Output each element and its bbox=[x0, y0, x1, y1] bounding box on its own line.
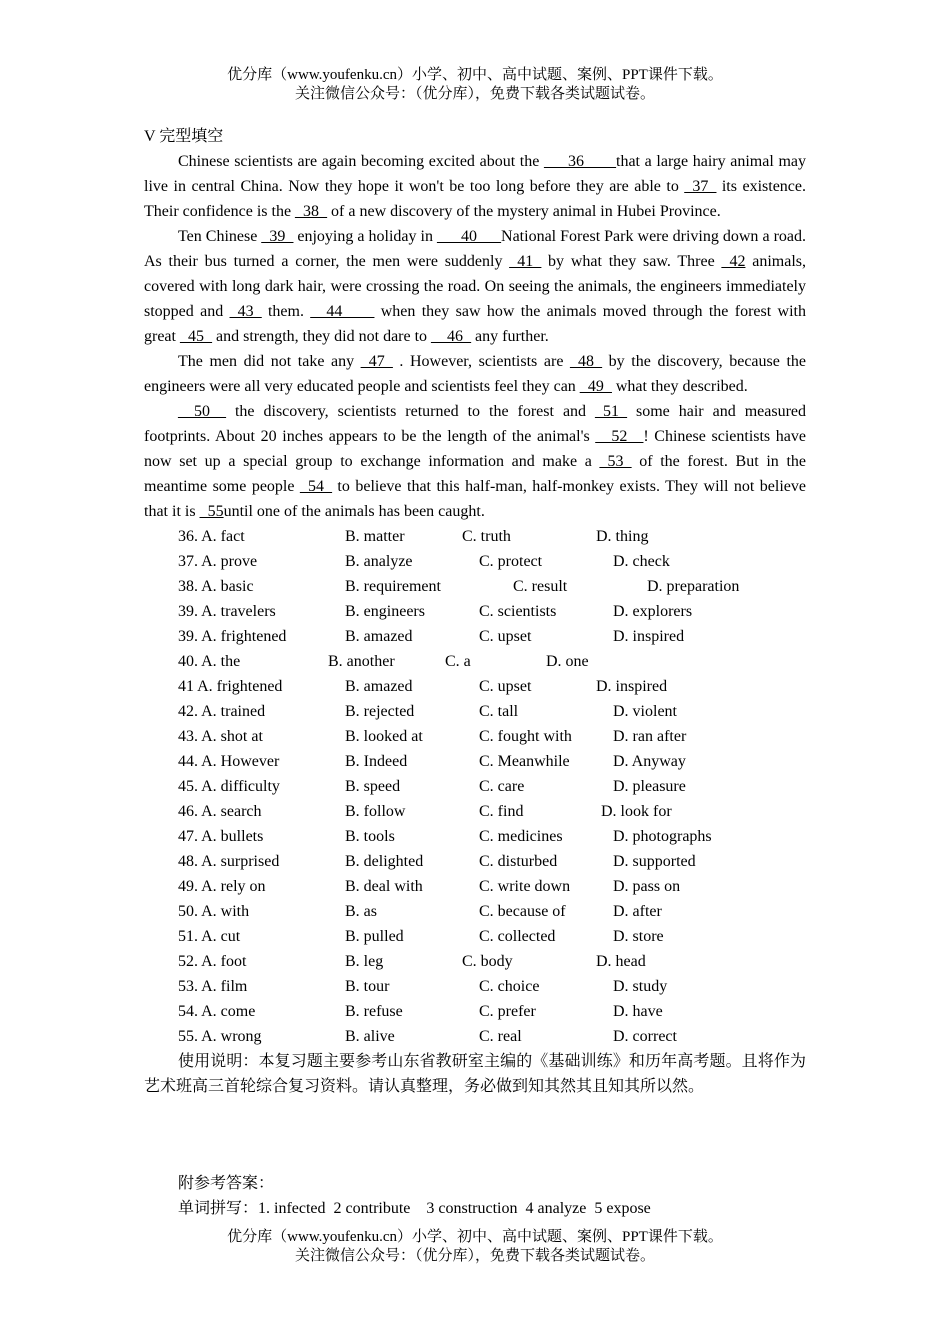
option-d: D. pass on bbox=[613, 878, 681, 895]
option-a: 55. A. wrong bbox=[178, 1028, 262, 1045]
passage-paragraph-2 bbox=[144, 224, 806, 349]
option-c: C. medicines bbox=[479, 828, 563, 845]
option-d: D. photographs bbox=[613, 828, 712, 845]
option-a: 39. A. travelers bbox=[178, 603, 276, 620]
option-a: 45. A. difficulty bbox=[178, 778, 280, 795]
option-d: D. have bbox=[613, 1003, 663, 1020]
page-header bbox=[0, 66, 950, 104]
option-c: C. because of bbox=[479, 903, 566, 920]
option-d: D. head bbox=[596, 953, 646, 970]
option-b: B. analyze bbox=[345, 553, 413, 570]
option-c: C. scientists bbox=[479, 603, 557, 620]
passage-text: what they described. bbox=[611, 378, 748, 395]
option-a: 47. A. bullets bbox=[178, 828, 264, 845]
option-d: D. supported bbox=[613, 853, 696, 870]
cloze-blank: _55 bbox=[199, 503, 224, 520]
passage-text: ! Chinese scientists have now set up a special group to exchange information and make a bbox=[144, 428, 806, 470]
option-a: 53. A. film bbox=[178, 978, 248, 995]
option-d: D. thing bbox=[596, 528, 649, 545]
option-a: 46. A. search bbox=[178, 803, 262, 820]
option-a: 41 A. frightened bbox=[178, 678, 283, 695]
option-row bbox=[144, 599, 806, 624]
option-a: 43. A. shot at bbox=[178, 728, 263, 745]
passage-text: . However, scientists are bbox=[392, 353, 571, 370]
option-b: B. delighted bbox=[345, 853, 424, 870]
option-b: B. amazed bbox=[345, 628, 413, 645]
option-b: B. leg bbox=[345, 953, 384, 970]
option-a: 44. A. However bbox=[178, 753, 280, 770]
option-a: 51. A. cut bbox=[178, 928, 241, 945]
option-a: 40. A. the bbox=[178, 653, 241, 670]
footer-line-2: 关注微信公众号：（优分库），免费下载各类试题试卷。 bbox=[294, 1248, 655, 1264]
option-d: D. violent bbox=[613, 703, 677, 720]
option-b: B. engineers bbox=[345, 603, 425, 620]
answers-title: 附参考答案： bbox=[178, 1175, 275, 1192]
cloze-blank: __46_ bbox=[431, 328, 472, 345]
section-title: V 完型填空 bbox=[144, 128, 224, 145]
option-c: C. upset bbox=[479, 628, 532, 645]
option-row bbox=[144, 849, 806, 874]
cloze-blank: _49_ bbox=[579, 378, 612, 395]
cloze-blank: _37_ bbox=[684, 178, 717, 195]
option-row bbox=[144, 674, 806, 699]
passage-text: The men did not take any bbox=[178, 353, 361, 370]
option-a: 52. A. foot bbox=[178, 953, 247, 970]
option-c: C. a bbox=[445, 653, 471, 670]
option-d: D. inspired bbox=[613, 628, 685, 645]
option-c: C. upset bbox=[479, 678, 532, 695]
passage-text: by the discovery, because the engineers were all very educated people and scientists feel they can bbox=[144, 353, 807, 395]
cloze-blank: _53_ bbox=[599, 453, 632, 470]
option-c: C. disturbed bbox=[479, 853, 558, 870]
option-a: 54. A. come bbox=[178, 1003, 256, 1020]
option-b: B. matter bbox=[345, 528, 405, 545]
option-a: 38. A. basic bbox=[178, 578, 254, 595]
cloze-blank: _45_ bbox=[179, 328, 212, 345]
option-c: C. fought with bbox=[479, 728, 572, 745]
passage-text: its existence. Their confidence is the bbox=[144, 178, 807, 220]
cloze-blank: _42 bbox=[721, 253, 746, 270]
option-row bbox=[144, 949, 806, 974]
cloze-blank: _41_ bbox=[509, 253, 542, 270]
cloze-blank: _51_ bbox=[595, 403, 628, 420]
option-c: C. result bbox=[513, 578, 568, 595]
option-d: D. one bbox=[546, 653, 589, 670]
passage-text: animals, covered with long dark hair, were crossing the road. On seeing the animals, the engineers immediately stopped and bbox=[144, 253, 806, 320]
cloze-blank: __44____ bbox=[310, 303, 375, 320]
option-d: D. preparation bbox=[647, 578, 740, 595]
option-c: C. care bbox=[479, 778, 525, 795]
header-line-2: 关注微信公众号：（优分库），免费下载各类试题试卷。 bbox=[294, 86, 655, 102]
option-row bbox=[144, 974, 806, 999]
passage-paragraph-1 bbox=[144, 149, 806, 224]
option-d: D. explorers bbox=[613, 603, 693, 620]
option-row bbox=[144, 649, 806, 674]
option-b: B. pulled bbox=[345, 928, 404, 945]
option-row bbox=[144, 524, 806, 549]
option-d: D. inspired bbox=[596, 678, 668, 695]
option-b: B. follow bbox=[345, 803, 406, 820]
option-b: B. deal with bbox=[345, 878, 423, 895]
option-row bbox=[144, 774, 806, 799]
usage-note: 使用说明：本复习题主要参考山东省教研室主编的《基础训练》和历年高考题。且将作为艺术班高三首轮综合复习资料。请认真整理，务必做到知其然其且知其所以然。 bbox=[144, 1053, 806, 1095]
option-c: C. real bbox=[479, 1028, 522, 1045]
option-d: D. store bbox=[613, 928, 664, 945]
option-c: C. body bbox=[462, 953, 513, 970]
passage-text: any further. bbox=[471, 328, 549, 345]
option-a: 36. A. fact bbox=[178, 528, 245, 545]
option-row bbox=[144, 749, 806, 774]
cloze-blank: _47_ bbox=[360, 353, 393, 370]
page-footer bbox=[0, 1228, 950, 1266]
option-d: D. ran after bbox=[613, 728, 687, 745]
option-a: 49. A. rely on bbox=[178, 878, 266, 895]
cloze-blank: _43_ bbox=[229, 303, 262, 320]
option-row bbox=[144, 624, 806, 649]
option-d: D. after bbox=[613, 903, 662, 920]
option-a: 48. A. surprised bbox=[178, 853, 280, 870]
option-d: D. study bbox=[613, 978, 668, 995]
option-c: C. choice bbox=[479, 978, 540, 995]
cloze-blank: __52__ bbox=[595, 428, 644, 445]
option-a: 37. A. prove bbox=[178, 553, 258, 570]
option-row bbox=[144, 799, 806, 824]
option-c: C. find bbox=[479, 803, 524, 820]
option-c: C. protect bbox=[479, 553, 543, 570]
option-row bbox=[144, 824, 806, 849]
cloze-blank: ___40___ bbox=[437, 228, 502, 245]
passage-text: when they saw how the animals moved through the forest with great bbox=[144, 303, 806, 345]
option-d: D. correct bbox=[613, 1028, 677, 1045]
passage-text: Ten Chinese bbox=[178, 228, 262, 245]
option-d: D. check bbox=[613, 553, 670, 570]
option-d: D. look for bbox=[601, 803, 672, 820]
options-list bbox=[144, 524, 806, 1049]
option-b: B. tour bbox=[345, 978, 390, 995]
option-b: B. Indeed bbox=[345, 753, 408, 770]
cloze-blank: __50__ bbox=[178, 403, 226, 420]
option-row bbox=[144, 574, 806, 599]
option-c: C. truth bbox=[462, 528, 511, 545]
passage-text: of a new discovery of the mystery animal in Hubei Province. bbox=[327, 203, 721, 220]
option-c: C. prefer bbox=[479, 1003, 536, 1020]
footer-line-1: 优分库（www.youfenku.cn）小学、初中、高中试题、案例、PPT课件下载。 bbox=[227, 1229, 723, 1245]
option-c: C. tall bbox=[479, 703, 519, 720]
answers-line: 单词拼写：1. infected 2 contribute 3 construction 4 analyze 5 expose bbox=[178, 1200, 651, 1217]
main-content bbox=[144, 124, 806, 1099]
option-row bbox=[144, 874, 806, 899]
option-b: B. looked at bbox=[345, 728, 423, 745]
option-b: B. another bbox=[328, 653, 395, 670]
option-b: B. requirement bbox=[345, 578, 441, 595]
option-row bbox=[144, 1024, 806, 1049]
cloze-blank: _38_ bbox=[295, 203, 328, 220]
passage-text: and strength, they did not dare to bbox=[211, 328, 432, 345]
passage-text: of the forest. But in the meantime some people bbox=[144, 453, 806, 495]
option-row bbox=[144, 899, 806, 924]
option-b: B. refuse bbox=[345, 1003, 403, 1020]
option-row bbox=[144, 549, 806, 574]
cloze-blank: _54_ bbox=[299, 478, 332, 495]
option-row bbox=[144, 724, 806, 749]
passage-paragraph-3 bbox=[144, 349, 806, 399]
passage-text: them. bbox=[261, 303, 311, 320]
cloze-blank: _48_ bbox=[570, 353, 603, 370]
header-line-1: 优分库（www.youfenku.cn）小学、初中、高中试题、案例、PPT课件下载。 bbox=[227, 67, 723, 83]
passage-text: National Forest Park were driving down a road. As their bus turned a corner, the men were suddenly bbox=[144, 228, 806, 270]
option-c: C. collected bbox=[479, 928, 556, 945]
passage-text: until one of the animals has been caught. bbox=[223, 503, 485, 520]
option-a: 50. A. with bbox=[178, 903, 250, 920]
cloze-blank: _39_ bbox=[261, 228, 294, 245]
passage-text: by what they saw. Three bbox=[541, 253, 722, 270]
passage-text: that a large hairy animal may live in central China. Now they hope it won't be too long before they are able to bbox=[144, 153, 806, 195]
option-c: C. write down bbox=[479, 878, 571, 895]
option-d: D. pleasure bbox=[613, 778, 686, 795]
option-b: B. rejected bbox=[345, 703, 415, 720]
option-row bbox=[144, 924, 806, 949]
passage-text: Chinese scientists are again becoming excited about the bbox=[178, 153, 544, 170]
passage-text: some hair and measured footprints. About 20 inches appears to be the length of the animal's bbox=[144, 403, 807, 445]
passage-text: the discovery, scientists returned to the forest and bbox=[226, 403, 596, 420]
option-row bbox=[144, 999, 806, 1024]
option-b: B. as bbox=[345, 903, 377, 920]
passage-text: to believe that this half-man, half-monkey exists. They will not believe that it is bbox=[144, 478, 806, 520]
option-b: B. tools bbox=[345, 828, 395, 845]
cloze-blank: ___36____ bbox=[544, 153, 616, 170]
option-d: D. Anyway bbox=[613, 753, 686, 770]
option-row bbox=[144, 699, 806, 724]
option-a: 39. A. frightened bbox=[178, 628, 287, 645]
option-b: B. amazed bbox=[345, 678, 413, 695]
option-b: B. alive bbox=[345, 1028, 395, 1045]
option-b: B. speed bbox=[345, 778, 401, 795]
passage-paragraph-4 bbox=[144, 399, 806, 524]
option-c: C. Meanwhile bbox=[479, 753, 570, 770]
option-a: 42. A. trained bbox=[178, 703, 266, 720]
passage-text: enjoying a holiday in bbox=[293, 228, 438, 245]
